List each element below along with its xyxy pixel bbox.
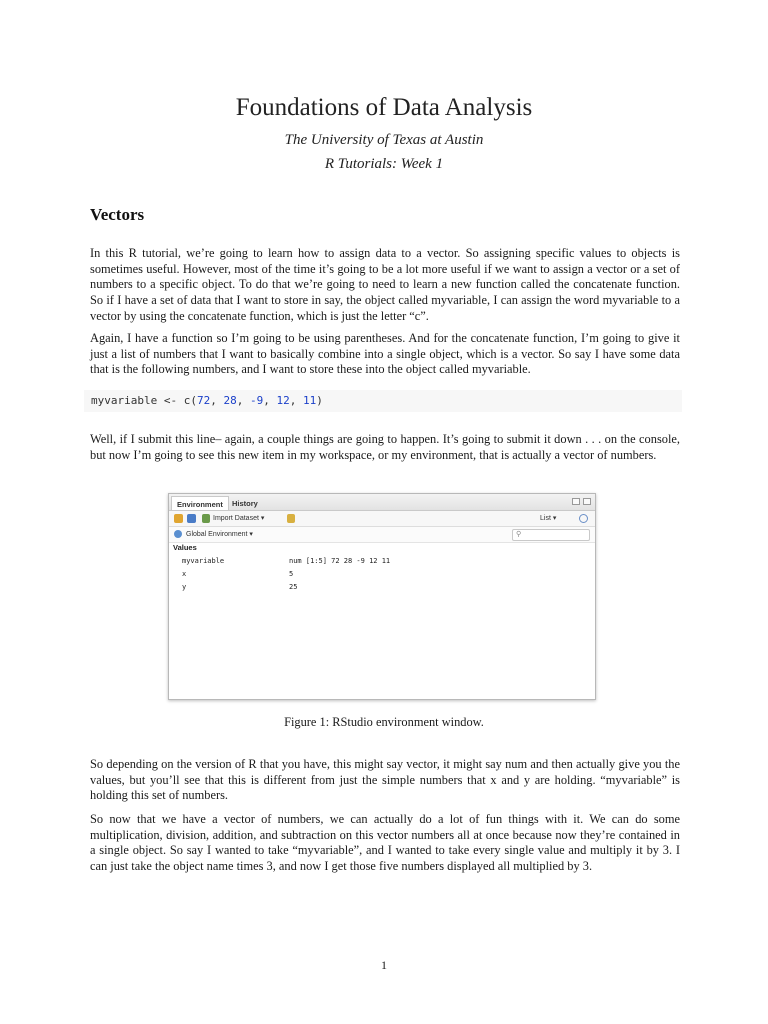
env-row[interactable] <box>169 555 595 567</box>
paragraph-intro: In this R tutorial, we’re going to learn how to assign data to a vector. So assigning specific values to objects is sometimes useful. However, most of the time it’s going to be a lot more useful if we want to assign a vector or a set of numbers to a specific object. To do that we’re going to need to learn a new function called the concatenate function. So if I have a set of data that I want to store in say, the object called myvariable, I can assign the word myvariable to a vector by using the concatenate function, which is just the letter “c”. <box>90 246 680 323</box>
code-suffix: ) <box>316 394 323 407</box>
paragraph-concatenate: Again, I have a function so I’m going to be using parentheses. And for the concatenate function, I’m going to give it just a list of numbers that I want to basically combine into a single object, which is a vector. So say I have some data that is the following numbers, and I want to store these into the object called myvariable. <box>90 331 680 377</box>
env-var-value: 5 <box>289 570 294 578</box>
figure-caption: Figure 1: RStudio environment window. <box>284 715 484 729</box>
maximize-icon[interactable] <box>583 498 591 505</box>
code-number: 28 <box>223 394 237 407</box>
load-workspace-icon[interactable] <box>174 514 183 523</box>
tab-environment[interactable]: Environment <box>171 496 229 510</box>
section-heading: Vectors <box>90 205 145 224</box>
env-row[interactable] <box>169 568 595 580</box>
search-input[interactable] <box>512 529 590 541</box>
document-subtitle-week: R Tutorials: Week 1 <box>324 156 444 172</box>
code-number: 12 <box>276 394 290 407</box>
document-subtitle-university: The University of Texas at Austin <box>284 132 484 148</box>
pane-toolbar <box>169 511 595 527</box>
env-row[interactable] <box>169 581 595 593</box>
save-workspace-icon[interactable] <box>187 514 196 523</box>
code-block <box>84 390 682 412</box>
env-var-name: y <box>182 583 187 591</box>
code-number: 72 <box>196 394 211 407</box>
refresh-icon[interactable] <box>579 514 588 523</box>
code-separator: , <box>263 394 277 407</box>
pane-window-controls <box>572 498 591 505</box>
environment-selector[interactable]: Global Environment ▾ <box>186 531 253 538</box>
code-number: -9 <box>249 394 264 407</box>
code-prefix: myvariable <- <box>91 394 184 407</box>
code-function: c( <box>183 394 197 407</box>
clear-workspace-icon[interactable] <box>287 514 295 523</box>
import-dataset-icon[interactable] <box>202 514 210 523</box>
page-number: 1 <box>381 958 387 972</box>
search-icon: ⚲ <box>516 531 522 538</box>
values-header: Values <box>173 543 197 552</box>
document-title: Foundations of Data Analysis <box>235 94 533 121</box>
env-var-name: x <box>182 570 187 578</box>
code-separator: , <box>289 394 303 407</box>
list-view-button[interactable]: List ▾ <box>540 515 557 522</box>
code-number: 11 <box>302 394 317 407</box>
paragraph-submit: Well, if I submit this line– again, a couple things are going to happen. It’s going to submit it down . . . on the console, but now I’m going to see this new item in my workspace, or my environment, that is actually a vector of numbers. <box>90 432 680 462</box>
minimize-icon[interactable] <box>572 498 580 505</box>
environment-icon <box>174 530 182 538</box>
env-var-value: num [1:5] 72 28 -9 12 11 <box>289 557 391 565</box>
code-separator: , <box>210 394 224 407</box>
env-var-name: myvariable <box>182 557 225 565</box>
pane-tab-bar <box>169 494 595 511</box>
import-dataset-button[interactable]: Import Dataset ▾ <box>213 515 265 522</box>
environment-bar <box>169 527 595 543</box>
code-separator: , <box>236 394 250 407</box>
rstudio-environment-figure <box>168 493 596 700</box>
tab-history[interactable]: History <box>232 499 258 508</box>
paragraph-version: So depending on the version of R that you have, this might say vector, it might say num and then actually give you the values, but you’ll see that this is different from just the simple numbers that x and y are holding. “myvariable” is holding this set of numbers. <box>90 757 680 803</box>
paragraph-operations: So now that we have a vector of numbers, we can actually do a lot of fun things with it. We can do some multiplication, division, addition, and subtraction on this vector numbers all at once because now they’re contained in a single object. So say I wanted to take “myvariable”, and I wanted to take every single value and multiply it by 3. I can just take the object name times 3, and now I get those five numbers displayed all multiplied by 3. <box>90 812 680 874</box>
env-var-value: 25 <box>289 583 298 591</box>
